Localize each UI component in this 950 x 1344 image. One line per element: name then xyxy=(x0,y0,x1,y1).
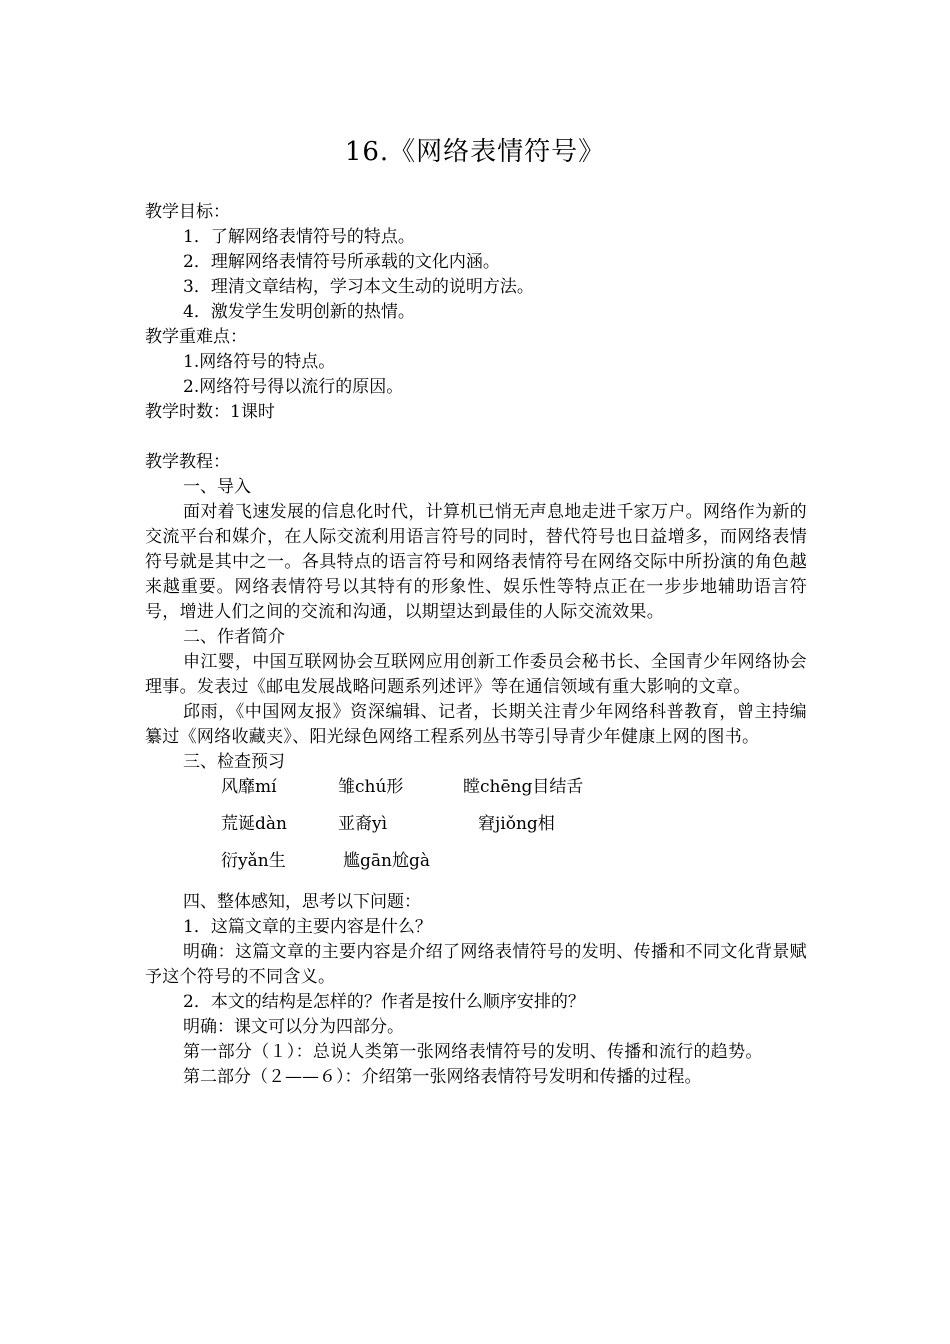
vocab-word: 尴gān尬gà xyxy=(343,851,430,871)
structure-part-2: 第二部分（２——６）：介绍第一张网络表情符号发明和传播的过程。 xyxy=(183,1067,702,1087)
question-2: 2．本文的结构是怎样的？作者是按什么顺序安排的？ xyxy=(183,992,585,1012)
goal-item: 1．了解网络表情符号的特点。 xyxy=(183,227,415,247)
vocab-row xyxy=(145,775,807,800)
answer-2: 明确：课文可以分为四部分。 xyxy=(183,1017,404,1037)
vocab-row xyxy=(145,812,807,837)
section-heading-preview: 三、检查预习 xyxy=(183,752,285,772)
vocab-word: 风靡mí xyxy=(221,777,277,797)
key-point-item: 2.网络符号得以流行的原因。 xyxy=(183,377,404,397)
vocab-word: 荒诞dàn xyxy=(221,814,287,834)
key-points-heading: 教学重难点： xyxy=(145,327,247,347)
spacer xyxy=(145,425,807,450)
vocab-word: 瞠chēng目结舌 xyxy=(463,777,584,797)
question-1: 1．这篇文章的主要内容是什么？ xyxy=(183,917,432,937)
process-heading: 教学教程： xyxy=(145,452,230,472)
structure-part-1: 第一部分（１）：总说人类第一张网络表情符号的发明、传播和流行的趋势。 xyxy=(183,1042,763,1062)
author-paragraph-2: 邱雨，《中国网友报》资深编辑、记者，长期关注青少年网络科普教育，曾主持编纂过《网络收藏夹》、阳光绿色网络工程系列丛书等引导青少年健康上网的图书。 xyxy=(145,702,807,747)
document-title: 16.《网络表情符号》 xyxy=(344,137,606,167)
key-point-item: 1.网络符号的特点。 xyxy=(183,352,336,372)
goals-heading: 教学目标： xyxy=(145,202,230,222)
section-heading-overall: 四、整体感知，思考以下问题： xyxy=(183,892,421,912)
answer-1: 明确：这篇文章的主要内容是介绍了网络表情符号的发明、传播和不同文化背景赋予这个符号的不同含义。 xyxy=(145,942,807,987)
vocab-row xyxy=(145,849,807,874)
vocab-word: 亚裔yì xyxy=(338,814,388,834)
section-heading-authors: 二、作者简介 xyxy=(183,627,285,647)
goal-item: 3．理清文章结构，学习本文生动的说明方法。 xyxy=(183,277,534,297)
document-body xyxy=(145,200,807,1090)
goal-item: 2．理解网络表情符号所承载的文化内涵。 xyxy=(183,252,500,272)
vocab-word: 雏chú形 xyxy=(338,777,404,797)
vocab-word: 衍yǎn生 xyxy=(221,851,286,871)
author-paragraph-1: 申江婴，中国互联网协会互联网应用创新工作委员会秘书长、全国青少年网络协会理事。发表过《邮电发展战略问题系列述评》等在通信领域有重大影响的文章。 xyxy=(145,652,807,697)
teaching-hours: 教学时数：1课时 xyxy=(145,402,275,422)
section-heading-intro: 一、导入 xyxy=(183,477,251,497)
vocab-word: 窘jiǒng相 xyxy=(478,814,555,834)
goal-item: 4．激发学生发明创新的热情。 xyxy=(183,302,415,322)
intro-paragraph: 面对着飞速发展的信息化时代，计算机已悄无声息地走进千家万户。网络作为新的交流平台和媒介，在人际交流利用语言符号的同时，替代符号也日益增多，而网络表情符号就是其中之一。各具特点的语言符号和网络表情符号在网络交际中所扮演的角色越来越重要。网络表情符号以其特有的形象性、娱乐性等特点正在一步步地辅助语言符号，增进人们之间的交流和沟通，以期望达到最佳的人际交流效果。 xyxy=(145,502,807,622)
